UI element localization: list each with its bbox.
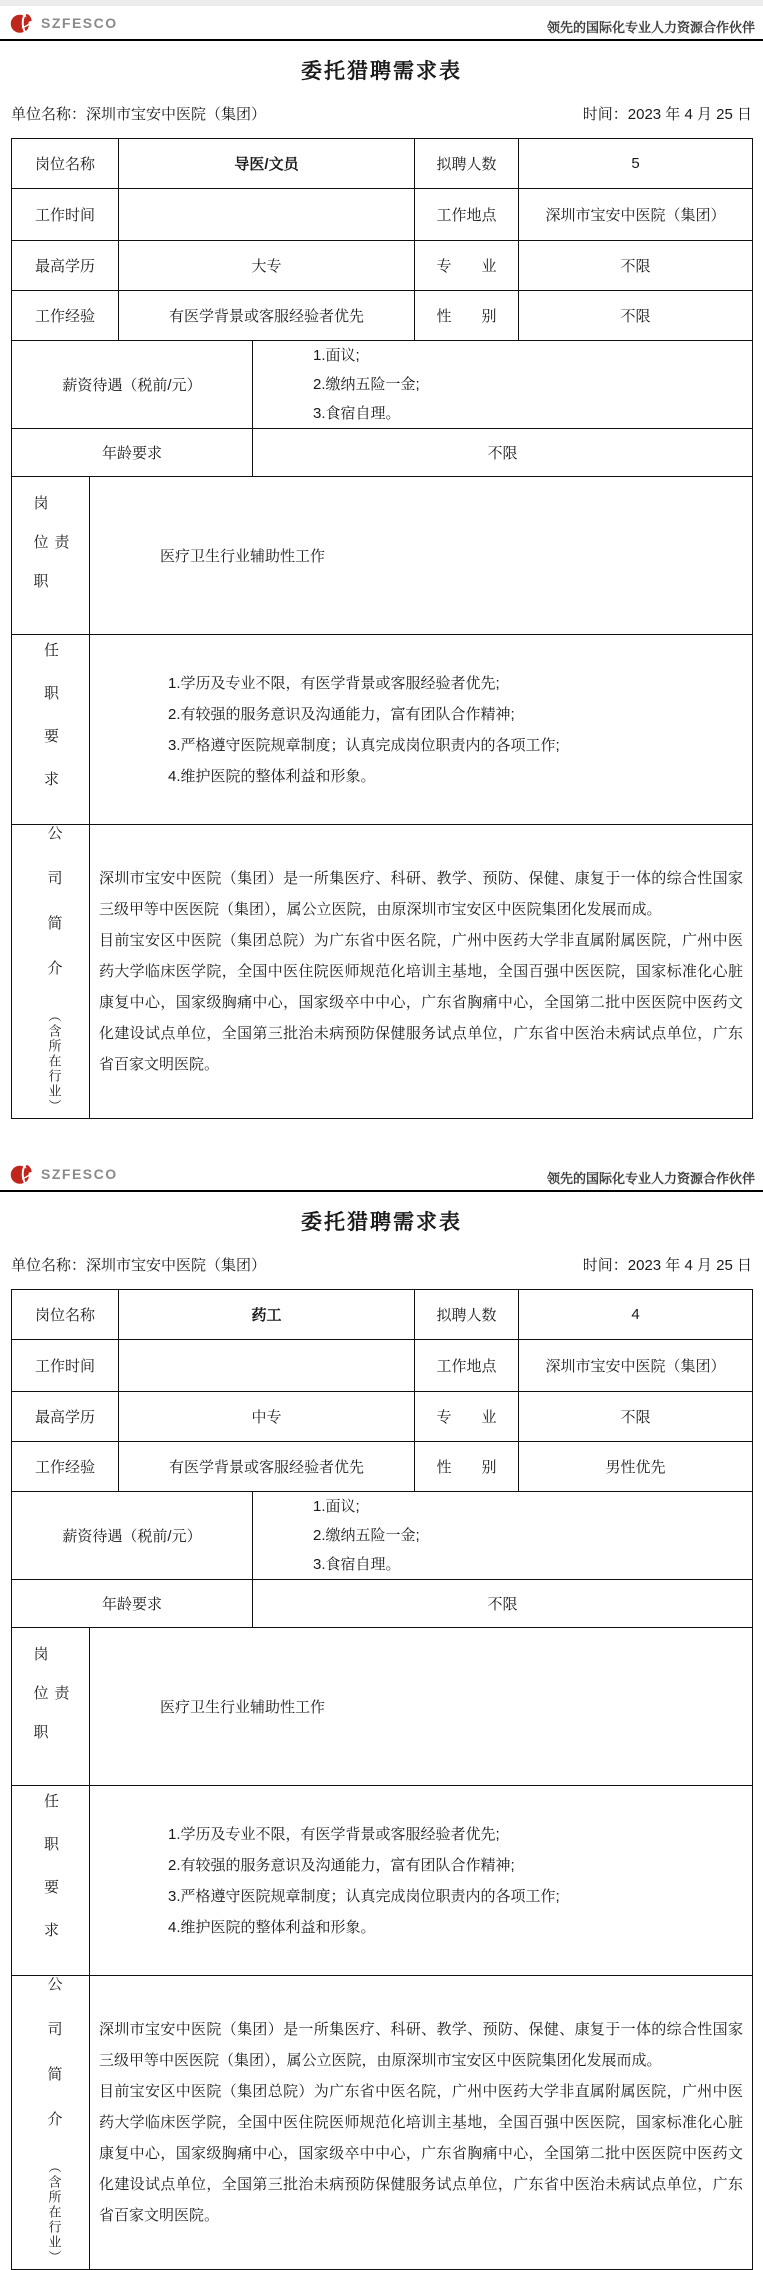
major-label-cell: 专 业 — [415, 241, 519, 291]
form-header — [0, 1157, 763, 1192]
requirement-line: 4.维护医院的整体利益和形象。 — [168, 1918, 376, 1936]
education-label-cell: 最高学历 — [12, 1392, 119, 1442]
salary-label-cell: 薪资待遇（税前/元） — [12, 1492, 253, 1580]
table-basic-info — [11, 1289, 753, 1492]
requirement-line: 1.学历及专业不限，有医学背景或客服经验者优先; — [168, 1825, 500, 1843]
brand-tagline: 领先的国际化专业人力资源合作伙伴 — [546, 20, 755, 35]
requirement-line: 1.学历及专业不限，有医学背景或客服经验者优先; — [168, 674, 500, 692]
table-salary-age — [11, 1491, 753, 1628]
row-age — [12, 429, 753, 477]
salary-value-cell — [253, 341, 753, 429]
form-title: 委托猎聘需求表 — [301, 1211, 462, 1234]
experience-label-cell: 工作经验 — [12, 1442, 119, 1492]
major-label-cell: 专 业 — [415, 1392, 519, 1442]
age-value-cell: 不限 — [253, 1580, 753, 1628]
position-label-cell: 岗位名称 — [12, 1290, 119, 1340]
duty-label-cell — [12, 477, 90, 635]
gender-value-cell: 不限 — [519, 291, 753, 341]
row-company-intro — [12, 825, 753, 1119]
experience-value-cell: 有医学背景或客服经验者优先 — [119, 291, 415, 341]
age-label-cell: 年龄要求 — [12, 1580, 253, 1628]
education-label-cell: 最高学历 — [12, 241, 119, 291]
table-details — [11, 1627, 753, 2270]
brand-logo-text: SZFESCO — [41, 1166, 118, 1182]
requirement-line: 2.有较强的服务意识及沟通能力，富有团队合作精神; — [168, 1856, 515, 1874]
form-table — [11, 138, 752, 1119]
major-value-cell: 不限 — [519, 241, 753, 291]
location-value-cell: 深圳市宝安中医院（集团） — [519, 189, 753, 241]
worktime-label-cell: 工作时间 — [12, 189, 119, 241]
experience-value-cell: 有医学背景或客服经验者优先 — [119, 1442, 415, 1492]
company-label-main: 公司简介 — [45, 825, 63, 1005]
duty-label: 岗位职责 — [31, 495, 70, 612]
company-value-cell — [90, 1976, 753, 2270]
requirement-line: 3.严格遵守医院规章制度；认真完成岗位职责内的各项工作; — [168, 736, 560, 754]
requirement-line: 2.有较强的服务意识及沟通能力，富有团队合作精神; — [168, 705, 515, 723]
education-value-cell: 大专 — [119, 241, 415, 291]
form-2 — [0, 1157, 763, 2270]
form-date-label: 时间： — [582, 1257, 628, 1274]
row-age — [12, 1580, 753, 1628]
row-requirements — [12, 635, 753, 825]
duty-text: 医疗卫生行业辅助性工作 — [160, 548, 326, 565]
row-salary — [12, 341, 753, 429]
page-separator — [0, 1119, 763, 1157]
salary-line: 2.缴纳五险一金; — [313, 376, 420, 393]
form-header — [0, 6, 763, 41]
duty-label: 岗位职责 — [31, 1646, 70, 1763]
unit-name-value: 深圳市宝安中医院（集团） — [86, 1257, 267, 1274]
szfesco-logo-icon — [10, 1162, 34, 1186]
brand-logo-text: SZFESCO — [41, 15, 118, 31]
headcount-label-cell: 拟聘人数 — [415, 1290, 519, 1340]
table-salary-age — [11, 340, 753, 477]
salary-line: 1.面议; — [313, 1498, 360, 1515]
unit-name — [11, 103, 266, 123]
salary-label-cell: 薪资待遇（税前/元） — [12, 341, 253, 429]
requirement-line: 3.严格遵守医院规章制度；认真完成岗位职责内的各项工作; — [168, 1887, 560, 1905]
row-requirements — [12, 1786, 753, 1976]
unit-name-label: 单位名称： — [11, 106, 87, 123]
age-label-cell: 年龄要求 — [12, 429, 253, 477]
duty-label-cell — [12, 1628, 90, 1786]
brand-block — [10, 11, 118, 35]
worktime-value-cell — [119, 1340, 415, 1392]
table-details — [11, 476, 753, 1119]
company-label-sub: （含所在行业） — [46, 1009, 62, 1114]
requirements-label-cell — [12, 1786, 90, 1976]
unit-name-value: 深圳市宝安中医院（集团） — [86, 106, 267, 123]
salary-line: 2.缴纳五险一金; — [313, 1527, 420, 1544]
duty-value-cell — [90, 1628, 753, 1786]
gender-label-cell: 性 别 — [415, 291, 519, 341]
row-worktime — [12, 189, 753, 241]
gender-label-cell: 性 别 — [415, 1442, 519, 1492]
row-position — [12, 1290, 753, 1340]
meta-row — [11, 1254, 752, 1274]
headcount-label-cell: 拟聘人数 — [415, 139, 519, 189]
requirements-value-cell — [90, 1786, 753, 1976]
position-value-cell: 导医/文员 — [119, 139, 415, 189]
company-label-main: 公司简介 — [45, 1976, 63, 2156]
company-paragraph: 目前宝安区中医院（集团总院）为广东省中医名院，广州中医药大学非直属附属医院，广州中医药大学临床医学院，全国中医住院医师规范化培训主基地，全国百强中医医院，国家标准化心脏康复中心，国家级胸痛中心，国家级卒中中心，广东省胸痛中心，全国第二批中医医院中医药文化建设试点单位，全国第三批治未病预防保健服务试点单位，广东省中医治未病试点单位，广东省百家文明医院。 — [99, 2083, 743, 2224]
form-table — [11, 1289, 752, 2270]
major-value-cell: 不限 — [519, 1392, 753, 1442]
form-date-label: 时间： — [582, 106, 628, 123]
form-date — [583, 103, 752, 123]
location-label-cell: 工作地点 — [415, 1340, 519, 1392]
requirements-label: 任职要求 — [42, 641, 59, 814]
company-paragraph: 深圳市宝安中医院（集团）是一所集医疗、科研、教学、预防、保健、康复于一体的综合性国家三级甲等中医医院（集团），属公立医院，由原深圳市宝安区中医院集团化发展而成。 — [99, 2021, 743, 2069]
row-salary — [12, 1492, 753, 1580]
szfesco-logo-icon — [10, 11, 34, 35]
meta-row — [11, 103, 752, 123]
company-paragraph: 深圳市宝安中医院（集团）是一所集医疗、科研、教学、预防、保健、康复于一体的综合性国家三级甲等中医医院（集团），属公立医院，由原深圳市宝安区中医院集团化发展而成。 — [99, 870, 743, 918]
form-title: 委托猎聘需求表 — [301, 60, 462, 83]
row-education — [12, 241, 753, 291]
gender-value-cell: 男性优先 — [519, 1442, 753, 1492]
duty-text: 医疗卫生行业辅助性工作 — [160, 1699, 326, 1716]
location-label-cell: 工作地点 — [415, 189, 519, 241]
company-label-cell — [12, 1976, 90, 2270]
brand-tagline: 领先的国际化专业人力资源合作伙伴 — [546, 1171, 755, 1186]
row-position — [12, 139, 753, 189]
company-paragraph: 目前宝安区中医院（集团总院）为广东省中医名院，广州中医药大学非直属附属医院，广州中医药大学临床医学院，全国中医住院医师规范化培训主基地，全国百强中医医院，国家标准化心脏康复中心，国家级胸痛中心，国家级卒中中心，广东省胸痛中心，全国第二批中医医院中医药文化建设试点单位，全国第三批治未病预防保健服务试点单位，广东省中医治未病试点单位，广东省百家文明医院。 — [99, 932, 743, 1073]
company-label-cell — [12, 825, 90, 1119]
requirements-label-cell — [12, 635, 90, 825]
salary-value-cell — [253, 1492, 753, 1580]
requirement-line: 4.维护医院的整体利益和形象。 — [168, 767, 376, 785]
row-duty — [12, 477, 753, 635]
salary-line: 3.食宿自理。 — [313, 405, 401, 422]
unit-name — [11, 1254, 266, 1274]
experience-label-cell: 工作经验 — [12, 291, 119, 341]
position-value-cell: 药工 — [119, 1290, 415, 1340]
row-worktime — [12, 1340, 753, 1392]
table-basic-info — [11, 138, 753, 341]
form-date-value: 2023 年 4 月 25 日 — [627, 1257, 752, 1274]
form-date — [583, 1254, 752, 1274]
brand-block — [10, 1162, 118, 1186]
position-label-cell: 岗位名称 — [12, 139, 119, 189]
company-label-sub: （含所在行业） — [46, 2160, 62, 2265]
form-date-value: 2023 年 4 月 25 日 — [627, 106, 752, 123]
row-duty — [12, 1628, 753, 1786]
education-value-cell: 中专 — [119, 1392, 415, 1442]
age-value-cell: 不限 — [253, 429, 753, 477]
form-1 — [0, 6, 763, 1119]
duty-value-cell — [90, 477, 753, 635]
unit-name-label: 单位名称： — [11, 1257, 87, 1274]
headcount-value-cell: 4 — [519, 1290, 753, 1340]
requirements-value-cell — [90, 635, 753, 825]
worktime-label-cell: 工作时间 — [12, 1340, 119, 1392]
company-value-cell — [90, 825, 753, 1119]
headcount-value-cell: 5 — [519, 139, 753, 189]
row-experience — [12, 1442, 753, 1492]
row-experience — [12, 291, 753, 341]
location-value-cell: 深圳市宝安中医院（集团） — [519, 1340, 753, 1392]
requirements-label: 任职要求 — [42, 1792, 59, 1965]
row-education — [12, 1392, 753, 1442]
row-company-intro — [12, 1976, 753, 2270]
worktime-value-cell — [119, 189, 415, 241]
salary-line: 1.面议; — [313, 347, 360, 364]
salary-line: 3.食宿自理。 — [313, 1556, 401, 1573]
